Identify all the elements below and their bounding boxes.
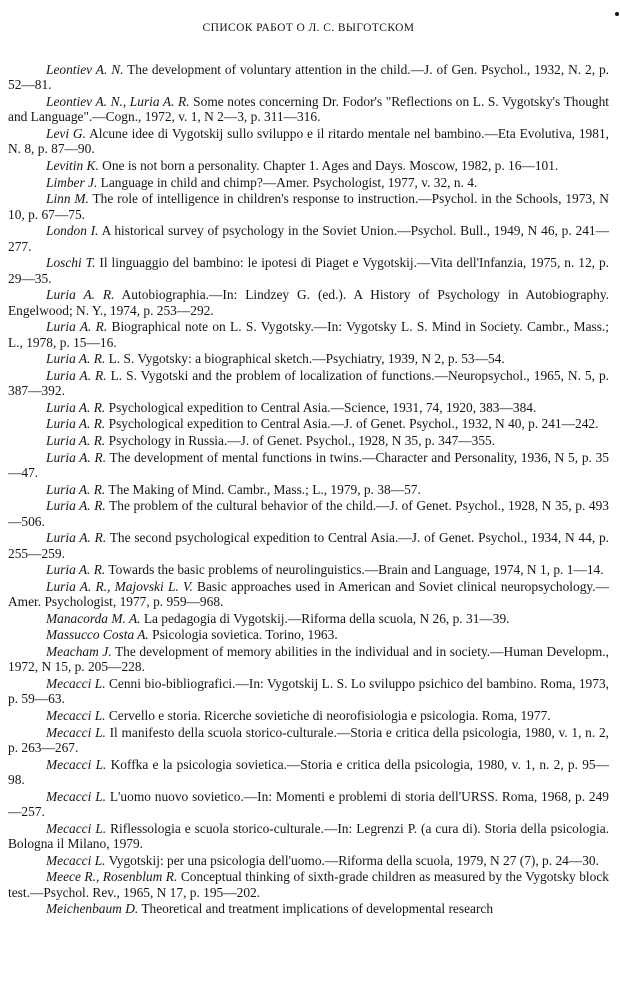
bibliography-entry (8, 450, 609, 481)
bibliography-entry (8, 94, 609, 125)
entry-author: Mecacci L. (46, 675, 106, 691)
bibliography-entry (8, 611, 609, 626)
bibliography-entry (8, 498, 609, 529)
bibliography-entry (8, 319, 609, 350)
entry-text: Riflessologia e scuola storico-culturale.—In: Legrenzi P. (a cura di). Storia della psicologia. Bologna il Milano, 1979. (8, 820, 609, 851)
entry-text: Biographical note on L. S. Vygotsky.—In: Vygotsky L. S. Mind in Society. Cambr., Mass.; L., 1978, p. 15—16. (8, 319, 609, 350)
bibliography-entry (8, 223, 609, 254)
bibliography-entry (8, 579, 609, 610)
bibliography-entry (8, 789, 609, 820)
entry-text: The development of voluntary attention in the child.—J. of Gen. Psychol., 1932, N. 2, p. 52—81. (8, 62, 609, 93)
entry-text: The second psychological expedition to Central Asia.—J. of Genet. Psychol., 1934, N 44, p. 255—259. (8, 530, 609, 561)
entry-author: Massucco Costa A. (46, 627, 149, 643)
entry-author: Luria A. R., Majovski L. V. (46, 578, 193, 594)
entry-author: Mecacci L. (46, 707, 106, 723)
bibliography-entry (8, 158, 609, 173)
entry-text: Some notes concerning Dr. Fodor's "Reflections on L. S. Vygotsky's Thought and Language".—Cogn., 1972, v. 1, N 2—3, p. 311—316. (8, 94, 609, 125)
entry-author: Luria A. R. (46, 498, 106, 514)
entry-text: Alcune idee di Vygotskij sullo sviluppo e il ritardo mentale nel bambino.—Eta Evolutiva, 1981, N. 8, p. 87—90. (8, 126, 609, 157)
entry-text: The Making of Mind. Cambr., Mass.; L., 1979, p. 38—57. (105, 481, 421, 497)
entry-author: Luria A. R. (46, 351, 106, 367)
bibliography-list (8, 62, 609, 918)
entry-text: The development of memory abilities in the individual and in society.—Human Developm., 1972, N 15, p. 205—228. (8, 643, 610, 675)
bibliography-entry (8, 62, 609, 93)
entry-author: Luria A. R. (46, 399, 106, 415)
entry-text: Autobiographia.—In: Lindzey G. (ed.). A History of Psychology in Autobiography. Engelwood; N. Y., 1974, p. 253—292. (8, 287, 609, 318)
bibliography-entry (8, 287, 609, 318)
entry-text: La pedagogia di Vygotskij.—Riforma della scuola, N 26, p. 31—39. (140, 610, 510, 626)
entry-author: Leontiev A. N., Luria A. R. (46, 94, 190, 109)
bibliography-entry (8, 725, 609, 756)
entry-author: Luria A. R. (46, 367, 107, 383)
bibliography-entry (8, 757, 609, 788)
entry-author: Luria A. R. (46, 481, 106, 497)
bibliography-entry (8, 644, 609, 675)
entry-author: Meichenbaum D. (46, 901, 139, 917)
bibliography-entry (8, 191, 609, 222)
bibliography-entry (8, 400, 609, 415)
bibliography-entry (8, 627, 609, 642)
corner-dot (615, 12, 619, 16)
bibliography-entry (8, 255, 609, 286)
bibliography-entry (8, 562, 609, 577)
entry-author: Limber J. (46, 174, 98, 190)
entry-text: Cervello e storia. Ricerche sovietiche di neorofisiologia e psicologia. Roma, 1977. (105, 707, 551, 723)
entry-text: Towards the basic problems of neurolinguistics.—Brain and Language, 1974, N 1, p. 1—14. (105, 562, 604, 578)
entry-author: Luria A. R. (46, 530, 107, 546)
entry-text: L. S. Vygotsky: a biographical sketch.—Psychiatry, 1939, N 2, p. 53—54. (105, 351, 505, 367)
bibliography-entry (8, 821, 609, 852)
entry-author: Luria A. R. (46, 432, 106, 448)
entry-text: Koffka e la psicologia sovietica.—Storia e critica della psicologia, 1980, v. 1, n. 2, p. 95—98. (8, 756, 609, 787)
entry-author: Luria A. R. (46, 416, 106, 432)
entry-author: Luria A. R. (46, 449, 107, 465)
entry-text: Il manifesto della scuola storico-culturale.—Storia e critica della psicologia, 1980, v. 1, n. 2, p. 263—267. (8, 724, 609, 755)
entry-text: Psychology in Russia.—J. of Genet. Psychol., 1928, N 35, p. 347—355. (105, 432, 496, 448)
entry-author: Mecacci L. (46, 724, 106, 740)
entry-author: Mecacci L. (46, 756, 107, 772)
entry-text: Psicologia sovietica. Torino, 1963. (148, 627, 338, 643)
entry-author: Mecacci L. (46, 852, 106, 868)
entry-text: Conceptual thinking of sixth-grade children as measured by the Vygotsky block test.—Psychol. Rev., 1965, N 17, p. 195—202. (8, 869, 609, 900)
entry-text: The problem of the cultural behavior of the child.—J. of Genet. Psychol., 1928, N 35, p. 493—506. (8, 498, 610, 529)
bibliography-entry (8, 416, 609, 431)
entry-text: Basic approaches used in American and Soviet clinical neuropsychology.—Amer. Psychologist, 1977, p. 959—968. (8, 578, 609, 610)
entry-text: Language in child and chimp?—Amer. Psychologist, 1977, v. 32, n. 4. (97, 174, 478, 190)
entry-text: Theoretical and treatment implications of developmental research (138, 901, 494, 917)
entry-author: Mecacci L. (46, 788, 106, 804)
entry-author: Levitin K. (46, 158, 99, 173)
page-header: СПИСОК РАБОТ О Л. С. ВЫГОТСКОМ (202, 22, 415, 34)
entry-text: Cenni bio-bibliografici.—In: Vygotskij L. S. Lo sviluppo psichico del bambino. Roma, 1973, p. 59—63. (8, 675, 609, 707)
entry-author: Loschi T. (46, 255, 96, 271)
entry-author: Linn M. (46, 191, 89, 207)
entry-text: Vygotskij: per una psicologia dell'uomo.—Riforma della scuola, 1979, N 27 (7), p. 24—30. (105, 852, 599, 868)
bibliography-entry (8, 126, 609, 157)
entry-author: Manacorda M. A. (46, 610, 141, 626)
entry-author: Meacham J. (46, 643, 112, 659)
bibliography-entry (8, 351, 609, 366)
entry-text: A historical survey of psychology in the Soviet Union.—Psychol. Bull., 1949, N 46, p. 241—277. (8, 223, 609, 254)
bibliography-entry (8, 175, 609, 190)
bibliography-entry (8, 708, 609, 723)
entry-text: Il linguaggio del bambino: le ipotesi di Piaget e Vygotskij.—Vita dell'Infanzia, 1975, n. 12, p. 29—35. (8, 255, 609, 286)
bibliography-entry (8, 901, 609, 916)
entry-text: One is not born a personality. Chapter 1. Ages and Days. Moscow, 1982, p. 16—101. (98, 158, 559, 173)
entry-text: L. S. Vygotski and the problem of localization of functions.—Neuropsychol., 1965, N. 5, p. 387—392. (8, 367, 610, 399)
bibliography-entry (8, 676, 609, 707)
entry-text: The role of intelligence in children's response to instruction.—Psychol. in the Schools, 1973, N 10, p. 67—75. (8, 191, 609, 222)
entry-text: Psychological expedition to Central Asia.—J. of Genet. Psychol., 1932, N 40, p. 241—242. (105, 416, 599, 432)
entry-text: The development of mental functions in twins.—Character and Personality, 1936, N 5, p. 35—47. (8, 449, 609, 480)
bibliography-entry (8, 869, 609, 900)
entry-author: Luria A. R. (46, 562, 106, 578)
entry-author: Levi G. (46, 126, 86, 141)
entry-author: Luria A. R. (46, 287, 115, 303)
entry-author: Luria A. R. (46, 319, 108, 335)
bibliography-entry (8, 433, 609, 448)
bibliography-page (8, 0, 609, 1001)
bibliography-entry (8, 368, 609, 399)
entry-text: Psychological expedition to Central Asia.—Science, 1931, 74, 1920, 383—384. (105, 399, 537, 415)
bibliography-entry (8, 853, 609, 868)
bibliography-entry (8, 482, 609, 497)
entry-author: Meece R., Rosenblum R. (46, 869, 178, 885)
entry-author: Leontiev A. N. (46, 62, 124, 77)
entry-author: London I. (46, 223, 99, 239)
bibliography-entry (8, 530, 609, 561)
entry-text: L'uomo nuovo sovietico.—In: Momenti e problemi di storia dell'URSS. Roma, 1968, p. 249—257. (8, 788, 609, 819)
entry-author: Mecacci L. (46, 820, 107, 836)
